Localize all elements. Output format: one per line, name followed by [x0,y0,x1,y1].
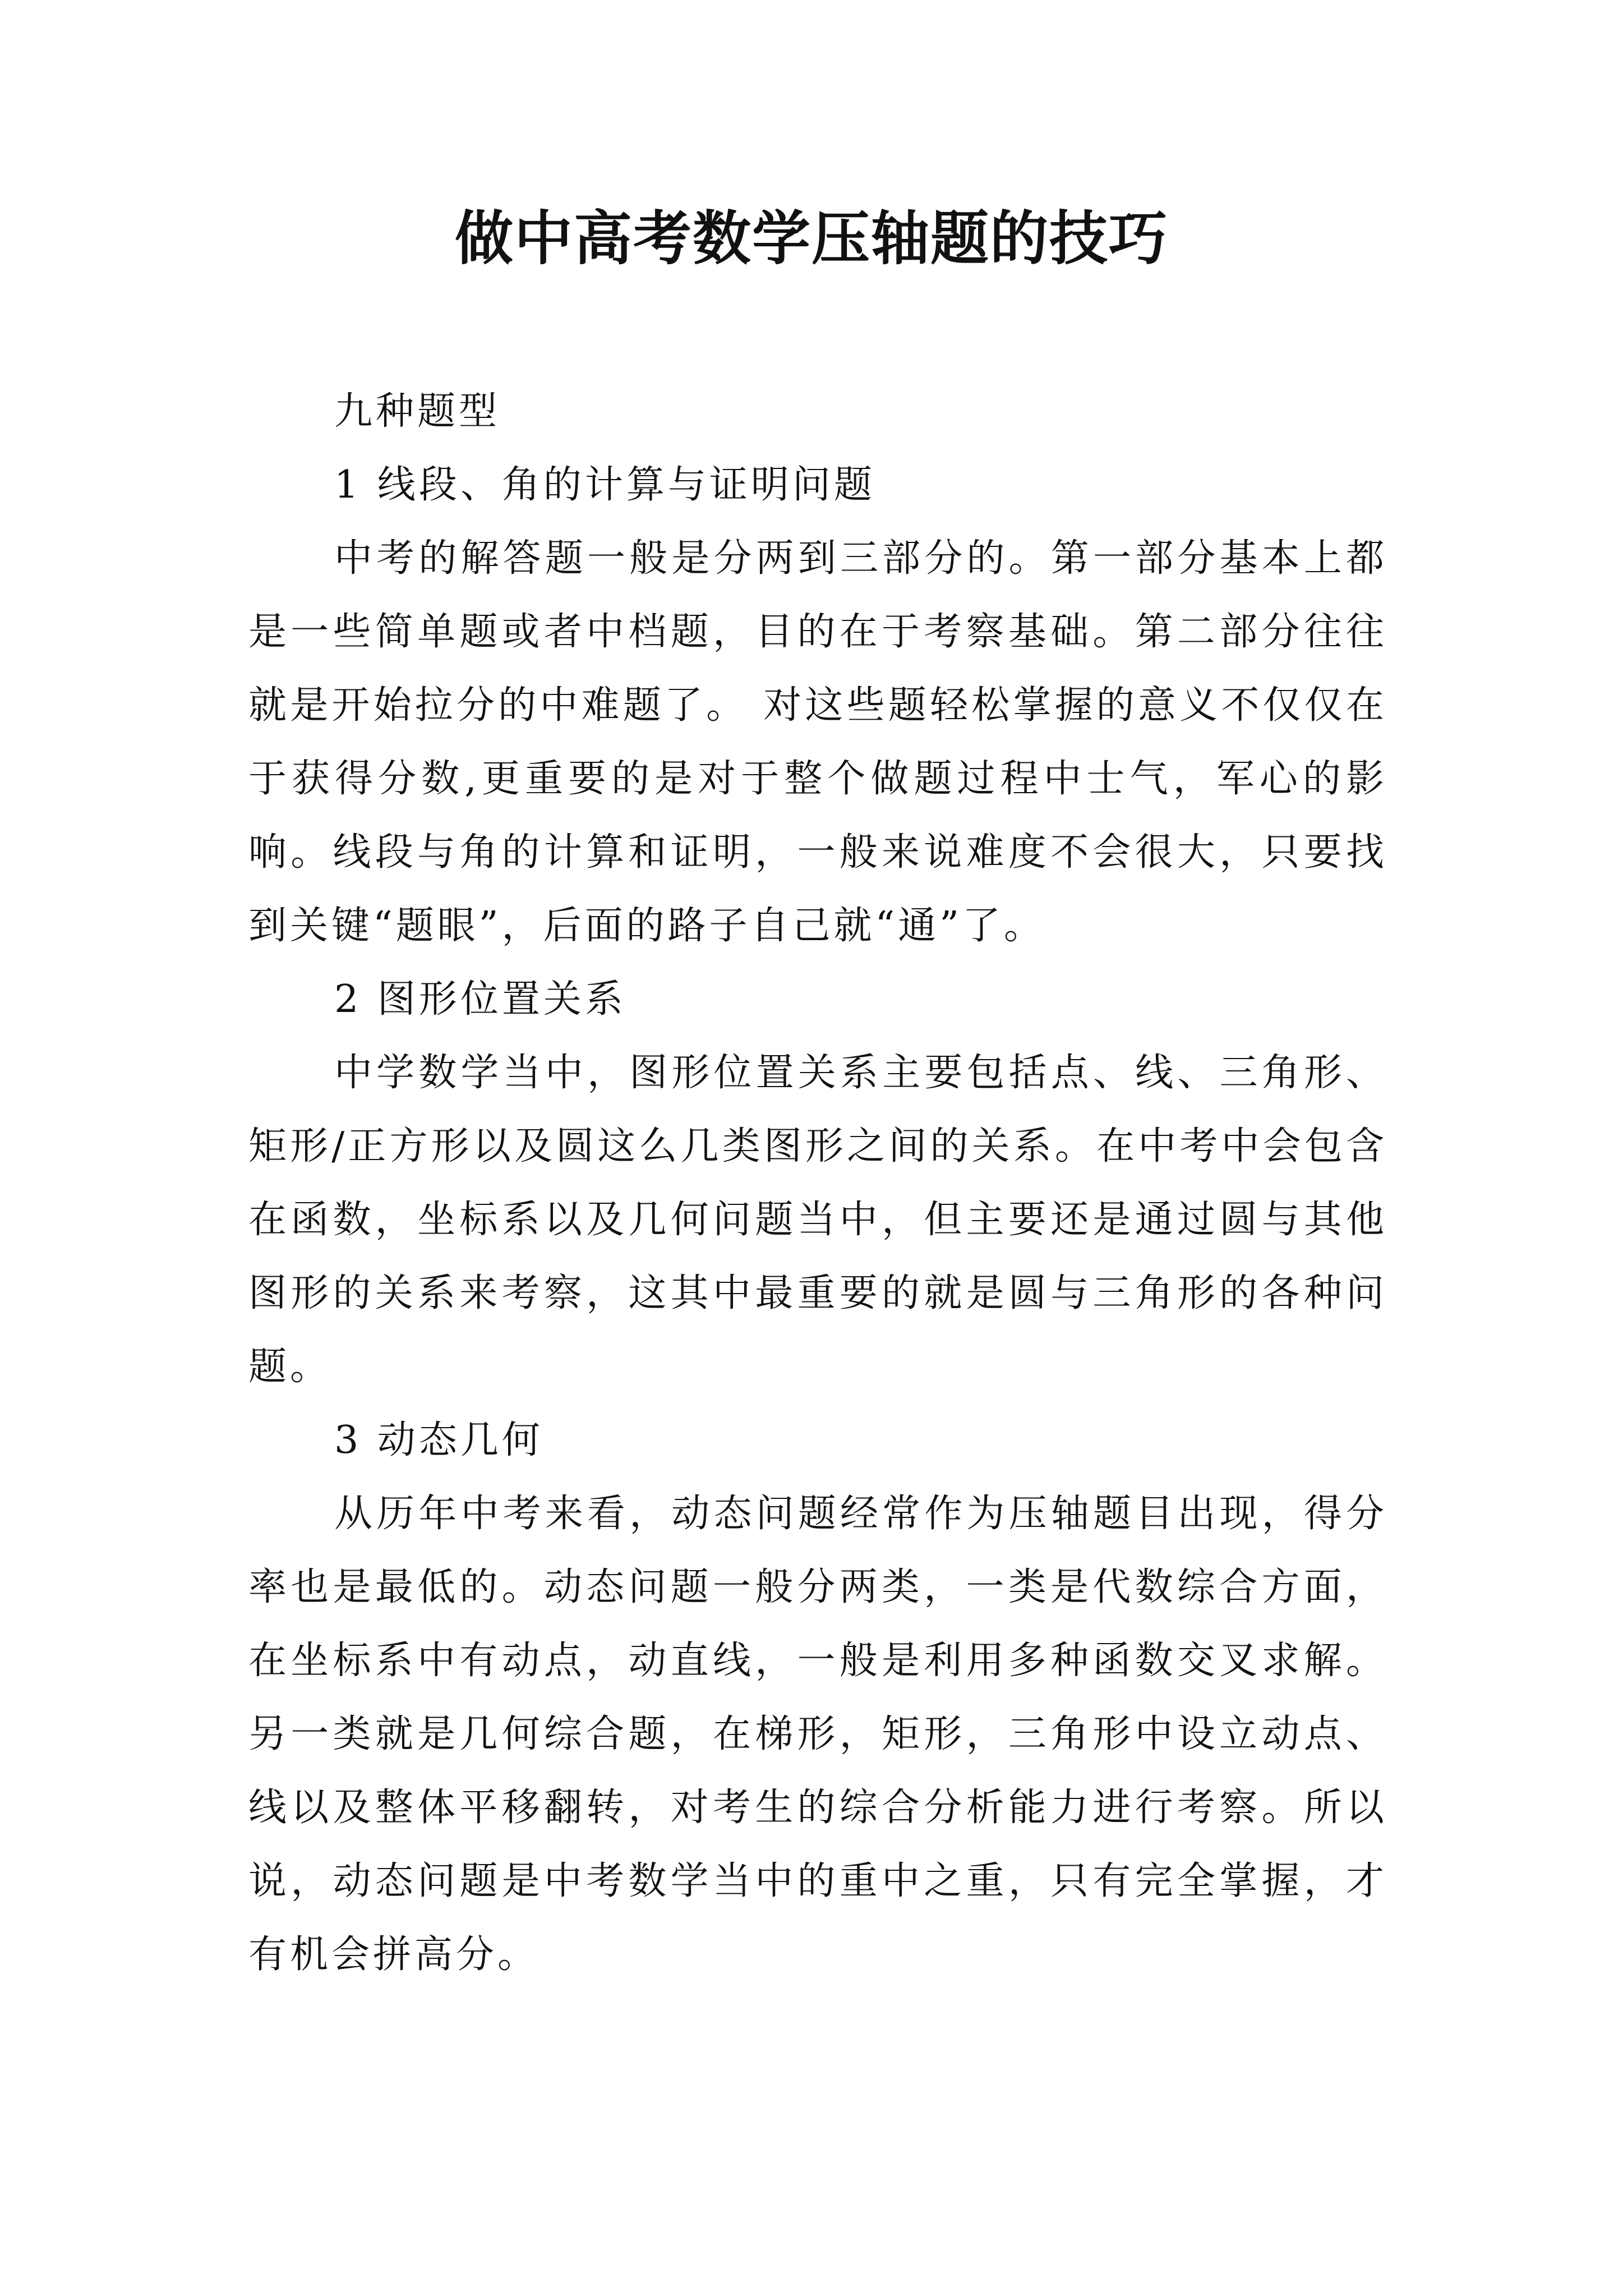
section-heading: 九种题型 [334,389,501,434]
section-heading: 3 动态几何 [334,1418,543,1462]
document-body [248,375,1387,1991]
body-paragraph: 中学数学当中，图形位置关系主要包括点、线、三角形、矩形/正方形以及圆这么几类图形之间的关系。在中考中会包含在函数，坐标系以及几何问题当中，但主要还是通过圆与其他图形的关系来考察，这其中最重要的就是圆与三角形的各种问题。 [248,1051,1387,1389]
body-paragraph: 从历年中考来看，动态问题经常作为压轴题目出现，得分率也是最低的。动态问题一般分两类，一类是代数综合方面，在坐标系中有动点，动直线，一般是利用多种函数交叉求解。另一类就是几何综合题，在梯形，矩形，三角形中设立动点、线以及整体平移翻转，对考生的综合分析能力进行考察。所以说，动态问题是中考数学当中的重中之重，只有完全掌握，才有机会拼高分。 [248,1492,1387,1977]
section-heading: 2 图形位置关系 [334,977,626,1022]
section-heading: 1 线段、角的计算与证明问题 [334,463,875,507]
document-title: 做中高考数学压轴题的技巧 [454,204,1168,273]
body-paragraph: 中考的解答题一般是分两到三部分的。第一部分基本上都是一些简单题或者中档题，目的在于考察基础。第二部分往往就是开始拉分的中难题了。 对这些题轻松掌握的意义不仅仅在于获得分数,更重要的是对于整个做题过程中士气，军心的影响。线段与角的计算和证明，一般来说难度不会很大，只要找到关键“题眼”，后面的路子自己就“通”了。 [248,536,1387,948]
